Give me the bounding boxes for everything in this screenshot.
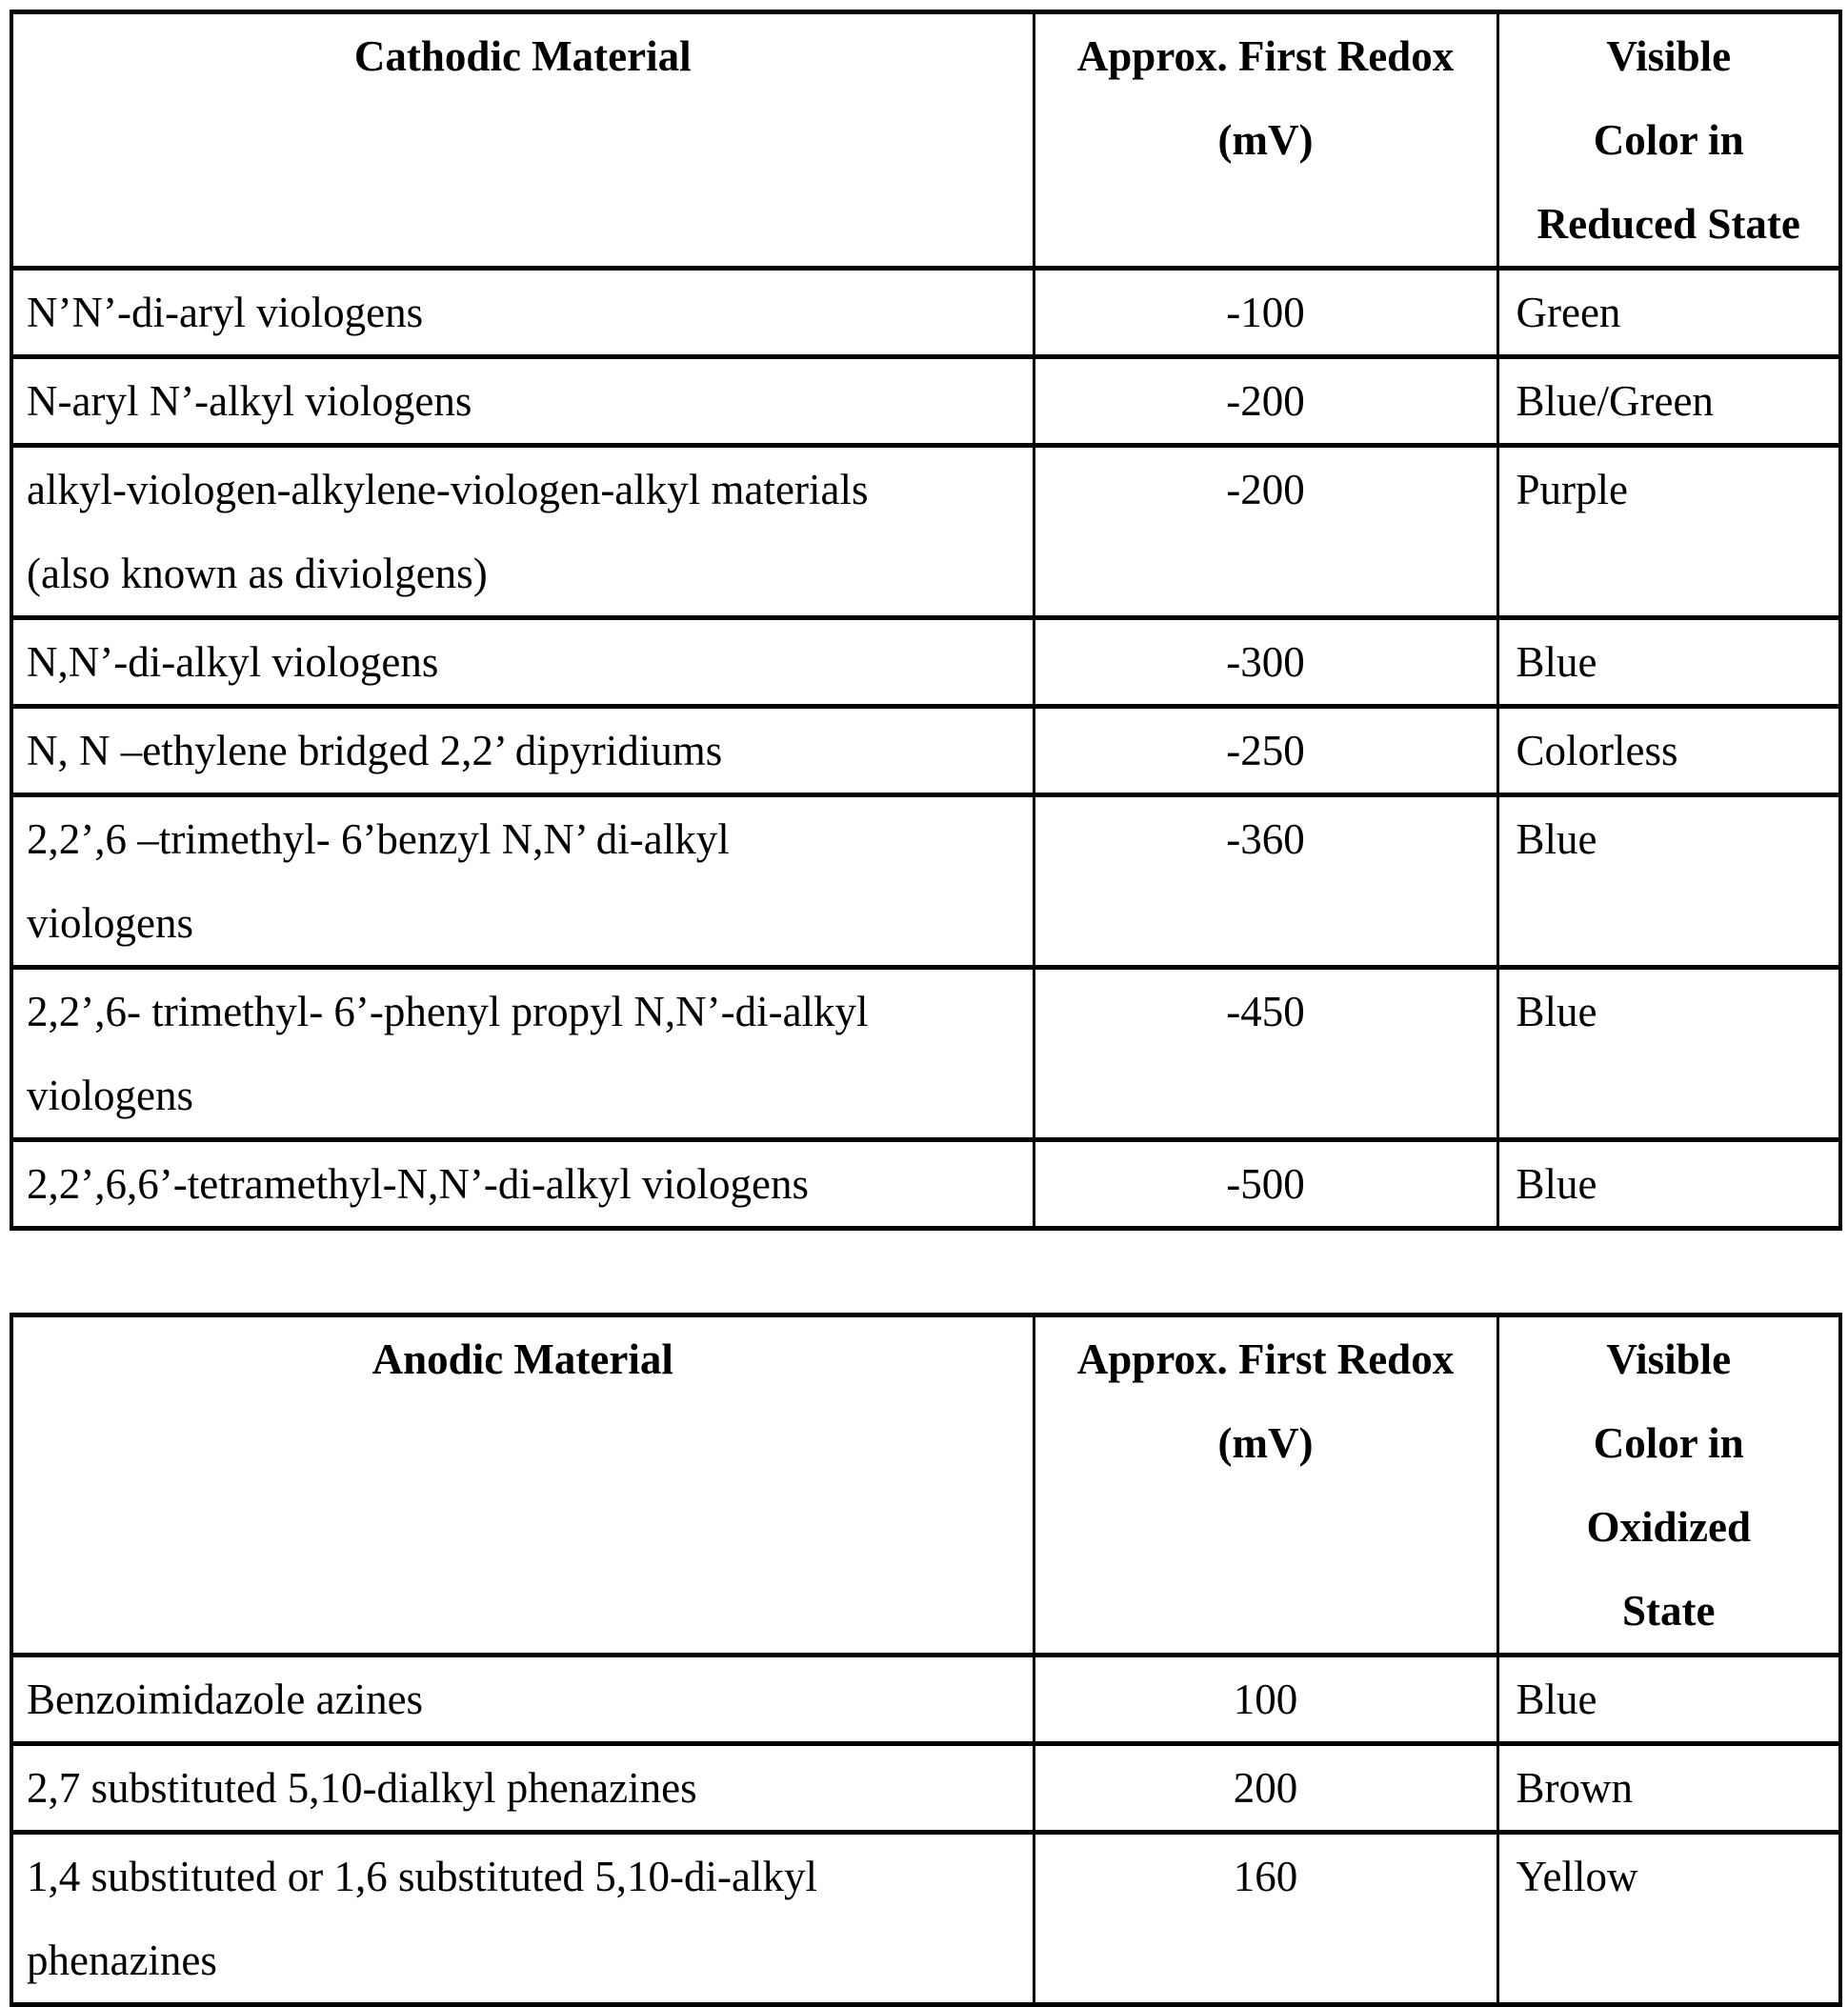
color-cell: Blue/Green (1497, 357, 1840, 446)
redox-cell: 100 (1034, 1656, 1497, 1744)
material-cell: N,N’-di-alkyl viologens (11, 618, 1034, 707)
table-row (11, 1140, 1840, 1229)
material-cell: 1,4 substituted or 1,6 substituted 5,10-di-alkyl phenazines (11, 1833, 1034, 2005)
material-cell: alkyl-viologen-alkylene-viologen-alkyl materials (also known as diviolgens) (11, 446, 1034, 618)
cathodic-header-row (11, 12, 1840, 269)
material-cell: 2,2’,6 –trimethyl- 6’benzyl N,N’ di-alkyl viologens (11, 795, 1034, 968)
table-row (11, 1833, 1840, 2005)
material-cell: 2,2’,6- trimethyl- 6’-phenyl propyl N,N’-di-alkyl viologens (11, 968, 1034, 1140)
material-cell: Benzoimidazole azines (11, 1656, 1034, 1744)
redox-cell: -500 (1034, 1140, 1497, 1229)
redox-cell: -450 (1034, 968, 1497, 1140)
table-row (11, 446, 1840, 618)
cathodic-table (10, 10, 1842, 1231)
table-row (11, 357, 1840, 446)
table-row (11, 618, 1840, 707)
redox-cell: -250 (1034, 707, 1497, 795)
table-row (11, 269, 1840, 357)
cathodic-color-header: Visible Color in Reduced State (1497, 12, 1840, 269)
cathodic-redox-header: Approx. First Redox (mV) (1034, 12, 1497, 269)
table-row (11, 795, 1840, 968)
redox-cell: -300 (1034, 618, 1497, 707)
color-cell: Purple (1497, 446, 1840, 618)
color-cell: Blue (1497, 968, 1840, 1140)
table-row (11, 1744, 1840, 1833)
color-cell: Green (1497, 269, 1840, 357)
redox-cell: -360 (1034, 795, 1497, 968)
anodic-redox-header: Approx. First Redox (mV) (1034, 1315, 1497, 1656)
anodic-table (10, 1313, 1842, 2007)
redox-cell: 160 (1034, 1833, 1497, 2005)
cathodic-material-header: Cathodic Material (11, 12, 1034, 269)
color-cell: Brown (1497, 1744, 1840, 1833)
color-cell: Blue (1497, 795, 1840, 968)
color-cell: Blue (1497, 1656, 1840, 1744)
redox-cell: 200 (1034, 1744, 1497, 1833)
material-cell: 2,2’,6,6’-tetramethyl-N,N’-di-alkyl viologens (11, 1140, 1034, 1229)
color-cell: Yellow (1497, 1833, 1840, 2005)
table-row (11, 707, 1840, 795)
anodic-material-header: Anodic Material (11, 1315, 1034, 1656)
material-cell: 2,7 substituted 5,10-dialkyl phenazines (11, 1744, 1034, 1833)
anodic-color-header: Visible Color in Oxidized State (1497, 1315, 1840, 1656)
color-cell: Blue (1497, 1140, 1840, 1229)
redox-cell: -100 (1034, 269, 1497, 357)
table-row (11, 1656, 1840, 1744)
material-cell: N’N’-di-aryl viologens (11, 269, 1034, 357)
color-cell: Blue (1497, 618, 1840, 707)
redox-cell: -200 (1034, 357, 1497, 446)
material-cell: N, N –ethylene bridged 2,2’ dipyridiums (11, 707, 1034, 795)
material-cell: N-aryl N’-alkyl viologens (11, 357, 1034, 446)
anodic-header-row (11, 1315, 1840, 1656)
color-cell: Colorless (1497, 707, 1840, 795)
table-row (11, 968, 1840, 1140)
redox-cell: -200 (1034, 446, 1497, 618)
